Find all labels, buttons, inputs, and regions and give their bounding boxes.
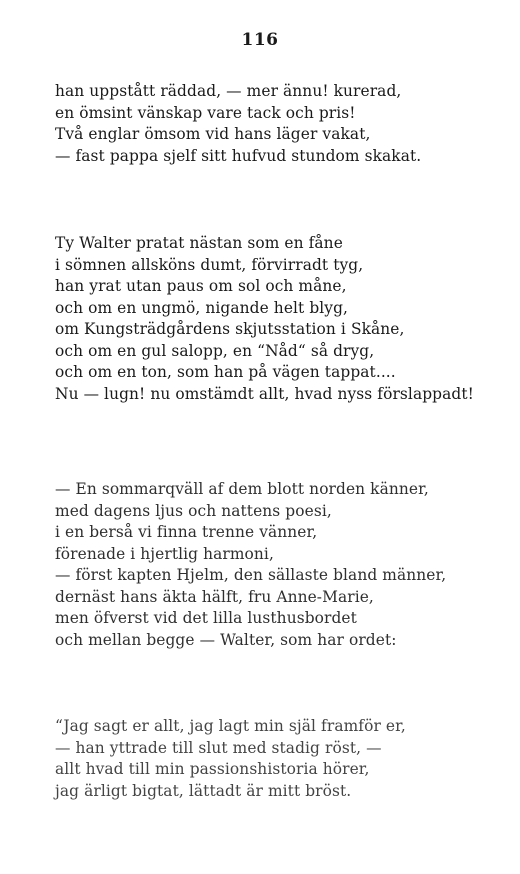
verse-line: och om en ton, som han på vägen tappat.... (55, 363, 396, 381)
verse-line: Två englar ömsom vid hans läger vakat, (55, 125, 371, 143)
verse-line: han yrat utan paus om sol och måne, (55, 277, 347, 295)
page-number: 116 (241, 30, 279, 50)
verse-line: i sömnen allsköns dumt, förvirradt tyg, (55, 255, 364, 274)
stanza-2 (55, 233, 495, 405)
verse-line: allt hvad till min passionshistoria hörer, (55, 760, 370, 778)
verse-line: en ömsint vänskap vare tack och pris! (55, 103, 356, 122)
verse-line: förenade i hjertlig harmoni, (55, 544, 274, 563)
verse-line: och om en gul salopp, en “Nåd“ så dryg, (55, 341, 375, 360)
verse-line: “Jag sagt er allt, jag lagt min själ framför er, (55, 717, 406, 735)
verse-line: om Kungsträdgårdens skjutsstation i Skåne, (55, 320, 405, 338)
verse-line: — En sommarqväll af dem blott norden känner, (55, 480, 429, 498)
verse-line: Ty Walter pratat nästan som en fåne (55, 234, 343, 252)
stanza-1 (55, 81, 495, 167)
verse-line: — först kapten Hjelm, den sällaste bland männer, (55, 566, 447, 584)
stanza-4 (55, 716, 495, 802)
verse-line: Nu — lugn! nu omstämdt allt, hvad nyss förslappadt! (55, 384, 474, 403)
verse-line: och om en ungmö, nigande helt blyg, (55, 298, 349, 317)
verse-line: i en berså vi finna trenne vänner, (55, 523, 318, 541)
verse-line: jag ärligt bigtat, lättadt är mitt bröst. (55, 781, 352, 800)
verse-line: han uppstått räddad, — mer ännu! kurerad, (55, 82, 402, 100)
verse-line: dernäst hans äkta hälft, fru Anne-Marie, (55, 587, 374, 606)
verse-line: och mellan begge — Walter, som har ordet: (55, 630, 397, 649)
verse-line: — fast pappa sjelf sitt hufvud stundom skakat. (55, 146, 422, 165)
verse-line: med dagens ljus och nattens poesi, (55, 501, 332, 520)
verse-line: — han yttrade till slut med stadig röst, — (55, 738, 382, 757)
verse-line: men öfverst vid det lilla lusthusbordet (55, 609, 357, 627)
stanza-3 (55, 479, 495, 651)
